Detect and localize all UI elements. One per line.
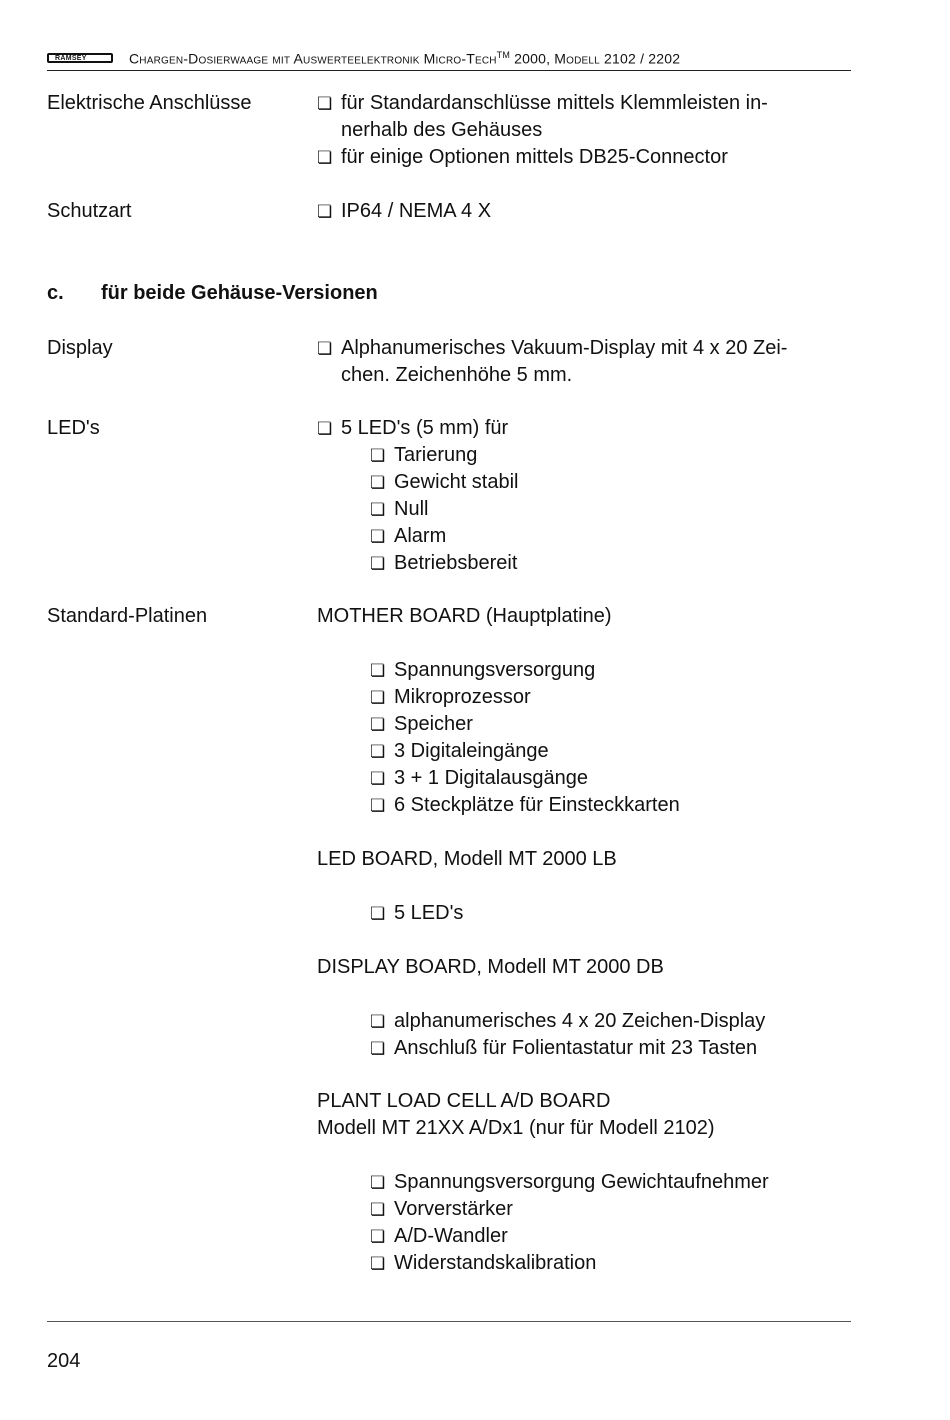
checkbox-icon: ❏ xyxy=(370,742,386,761)
sub-list-item xyxy=(370,469,519,496)
item-text: 6 Steckplätze für Einsteckkarten xyxy=(394,794,680,816)
sub-list-item xyxy=(370,1008,765,1035)
item-continuation: chen. Zeichenhöhe 5 mm. xyxy=(341,364,573,386)
sub-list-item xyxy=(370,1196,513,1223)
header-title-main: Chargen-Dosierwaage mit Auswerteelektronik Micro-Tech xyxy=(129,50,497,67)
section-heading xyxy=(47,282,378,305)
label-leds: LED's xyxy=(47,417,100,439)
page-number: 204 xyxy=(47,1350,81,1372)
board-title: LED BOARD, Modell MT 2000 LB xyxy=(317,848,617,870)
checkbox-icon: ❏ xyxy=(370,688,386,707)
item-text: A/D-Wandler xyxy=(394,1225,508,1247)
checkbox-icon: ❏ xyxy=(370,446,386,465)
footer-divider xyxy=(47,1321,851,1322)
heading-number: c. xyxy=(47,282,64,304)
item-text: 3 + 1 Digitalausgänge xyxy=(394,767,589,789)
label-standard-platinen: Standard-Platinen xyxy=(47,605,208,627)
checkbox-icon: ❏ xyxy=(370,904,386,923)
item-text: 3 Digitaleingänge xyxy=(394,740,549,762)
item-text: 5 LED's xyxy=(394,902,464,924)
item-text: Alphanumerisches Vakuum-Display mit 4 x 20 Zei- xyxy=(341,337,788,359)
board-title: PLANT LOAD CELL A/D BOARD xyxy=(317,1090,611,1112)
sub-list-item xyxy=(370,442,477,469)
item-text: Mikroprozessor xyxy=(394,686,531,708)
sub-list-item xyxy=(370,496,428,523)
board-title: MOTHER BOARD (Hauptplatine) xyxy=(317,605,612,627)
sub-list-item xyxy=(370,792,680,819)
item-text: Gewicht stabil xyxy=(394,471,519,493)
item-text: für Standardanschlüsse mittels Klemmleisten in- xyxy=(341,92,768,114)
label-schutzart: Schutzart xyxy=(47,200,132,222)
checkbox-icon: ❏ xyxy=(370,1227,386,1246)
sub-list-item xyxy=(370,738,549,765)
checkbox-icon: ❏ xyxy=(370,1200,386,1219)
page-header xyxy=(47,48,851,71)
label-display: Display xyxy=(47,337,113,359)
item-text: Betriebsbereit xyxy=(394,552,518,574)
sub-list-item xyxy=(370,1250,596,1277)
sub-list-item xyxy=(370,1035,757,1062)
sub-list-item xyxy=(370,765,588,792)
item-text: Tarierung xyxy=(394,444,478,466)
sub-list-item xyxy=(370,1223,508,1250)
sub-list-item xyxy=(370,657,595,684)
item-text: Spannungsversorgung Gewichtaufnehmer xyxy=(394,1171,769,1193)
item-text: Alarm xyxy=(394,525,447,547)
sub-list-item xyxy=(370,1169,769,1196)
heading-text: für beide Gehäuse-Versionen xyxy=(101,282,378,304)
logo-text: RAMSEY xyxy=(55,55,87,62)
item-text: IP64 / NEMA 4 X xyxy=(341,200,492,222)
checkbox-icon: ❏ xyxy=(370,1173,386,1192)
item-text: 5 LED's (5 mm) für xyxy=(341,417,509,439)
checkbox-icon: ❏ xyxy=(317,202,333,221)
label-elektrische-anschluesse: Elektrische Anschlüsse xyxy=(47,92,252,114)
checkbox-icon: ❏ xyxy=(370,1254,386,1273)
sub-list-item xyxy=(370,523,446,550)
checkbox-icon: ❏ xyxy=(370,473,386,492)
sub-list-item xyxy=(370,711,473,738)
checkbox-icon: ❏ xyxy=(370,554,386,573)
item-continuation: nerhalb des Gehäuses xyxy=(341,119,543,141)
checkbox-icon: ❏ xyxy=(370,1039,386,1058)
header-title-rest: 2000, Modell 2102 / 2202 xyxy=(510,50,681,67)
list-item xyxy=(317,415,508,442)
list-item xyxy=(317,335,851,362)
sub-list-item xyxy=(370,550,517,577)
item-text: für einige Optionen mittels DB25-Connector xyxy=(341,146,728,168)
checkbox-icon: ❏ xyxy=(317,419,333,438)
item-text: Widerstandskalibration xyxy=(394,1252,597,1274)
checkbox-icon: ❏ xyxy=(370,796,386,815)
checkbox-icon: ❏ xyxy=(317,339,333,358)
list-item xyxy=(317,90,851,117)
checkbox-icon: ❏ xyxy=(317,94,333,113)
item-text: alphanumerisches 4 x 20 Zeichen-Display xyxy=(394,1010,766,1032)
checkbox-icon: ❏ xyxy=(370,1012,386,1031)
board-title: DISPLAY BOARD, Modell MT 2000 DB xyxy=(317,956,664,978)
checkbox-icon: ❏ xyxy=(370,500,386,519)
board-subtitle: Modell MT 21XX A/Dx1 (nur für Modell 2102) xyxy=(317,1117,715,1139)
checkbox-icon: ❏ xyxy=(370,769,386,788)
checkbox-icon: ❏ xyxy=(370,527,386,546)
sub-list-item xyxy=(370,900,463,927)
item-text: Anschluß für Folientastatur mit 23 Tasten xyxy=(394,1037,758,1059)
header-title xyxy=(129,50,680,67)
item-text: Speicher xyxy=(394,713,473,735)
item-text: Null xyxy=(394,498,429,520)
trademark: TM xyxy=(496,50,511,60)
ramsey-logo xyxy=(47,53,113,63)
checkbox-icon: ❏ xyxy=(370,661,386,680)
list-item xyxy=(317,144,728,171)
sub-list-item xyxy=(370,684,531,711)
checkbox-icon: ❏ xyxy=(370,715,386,734)
item-text: Vorverstärker xyxy=(394,1198,513,1220)
list-item xyxy=(317,198,491,225)
checkbox-icon: ❏ xyxy=(317,148,333,167)
item-text: Spannungsversorgung xyxy=(394,659,596,681)
